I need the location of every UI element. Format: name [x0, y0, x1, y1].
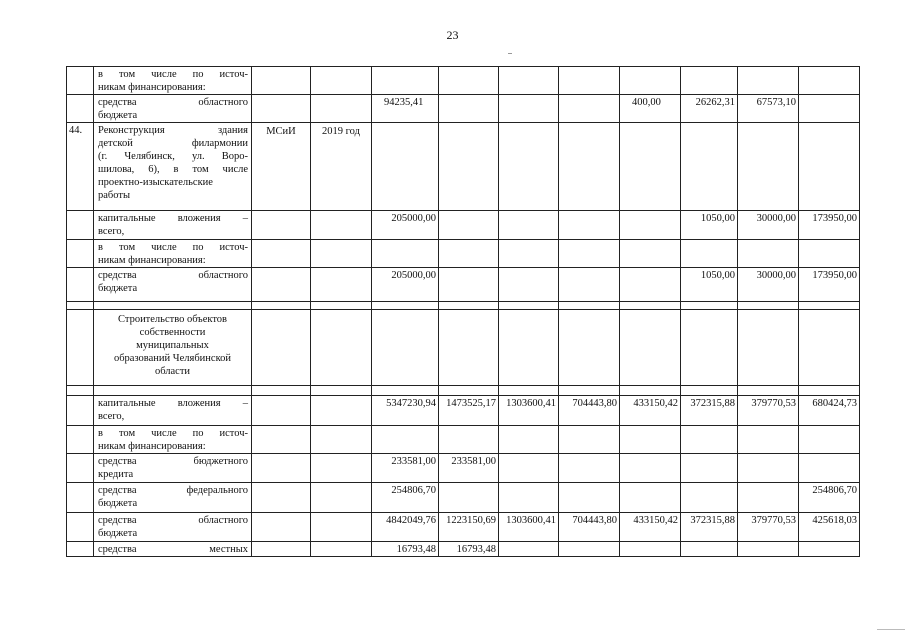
value-cell: 30000,00: [738, 211, 799, 240]
row-description: средства областного бюджета: [94, 95, 252, 123]
value-cell: 372315,88: [681, 513, 738, 542]
table-row: [67, 95, 860, 123]
value-total: 94235,41: [372, 95, 439, 123]
table-row: [67, 310, 860, 386]
value-cell: 67573,10: [738, 95, 799, 123]
section-heading: Строительство объектов собственности муниципальных образований Челябинской области: [94, 310, 252, 386]
row-description: средства местных: [94, 542, 252, 557]
budget-table: [66, 66, 860, 557]
value-cell: 1303600,41: [499, 396, 559, 426]
value-cell: 704443,80: [559, 396, 620, 426]
row-description: капитальные вложения – всего,: [94, 211, 252, 240]
page-number: 23: [446, 28, 459, 42]
table-row: [67, 123, 860, 211]
table-row: [67, 396, 860, 426]
value-cell: 173950,00: [799, 211, 860, 240]
value-cell: 680424,73: [799, 396, 860, 426]
scan-artifact: [508, 53, 512, 54]
value-cell: 379770,53: [738, 513, 799, 542]
row-description: средства областного бюджета: [94, 268, 252, 302]
row-description: в том числе по источ- никам финансирования:: [94, 240, 252, 268]
table-row: [67, 302, 860, 310]
row-description: средства бюджетного кредита: [94, 454, 252, 483]
row-description: в том числе по источ- никам финансирования:: [94, 426, 252, 454]
value-cell: 26262,31: [681, 95, 738, 123]
value-cell: 379770,53: [738, 396, 799, 426]
completion-year: 2019 год: [311, 123, 372, 211]
row-description: капитальные вложения – всего,: [94, 396, 252, 426]
value-cell: 16793,48: [439, 542, 499, 557]
value-total: 16793,48: [372, 542, 439, 557]
table-row: [67, 513, 860, 542]
table-row: [67, 211, 860, 240]
table-row: [67, 67, 860, 95]
row-description: Реконструкция здания детской филармонии (г. Челябинск, ул. Воро- шилова, 6), в том числе проектно-изыскательские работы: [94, 123, 252, 211]
table-row: [67, 454, 860, 483]
table-row: [67, 386, 860, 396]
value-cell: 1223150,69: [439, 513, 499, 542]
scan-artifact: [877, 629, 905, 630]
value-cell: 433150,42: [620, 396, 681, 426]
value-cell: 704443,80: [559, 513, 620, 542]
value-total: 5347230,94: [372, 396, 439, 426]
value-cell: 400,00: [620, 95, 681, 123]
value-total: 4842049,76: [372, 513, 439, 542]
value-total: 254806,70: [372, 483, 439, 513]
row-description: средства федерального бюджета: [94, 483, 252, 513]
value-total: 205000,00: [372, 211, 439, 240]
table-row: [67, 483, 860, 513]
value-total: 233581,00: [372, 454, 439, 483]
responsible-org: МСиИ: [252, 123, 311, 211]
value-total: 205000,00: [372, 268, 439, 302]
table-row: [67, 268, 860, 302]
value-cell: 1473525,17: [439, 396, 499, 426]
value-cell: 372315,88: [681, 396, 738, 426]
value-cell: 1303600,41: [499, 513, 559, 542]
table-row: [67, 240, 860, 268]
item-number: 44.: [67, 123, 94, 211]
value-cell: 1050,00: [681, 268, 738, 302]
value-cell: 254806,70: [799, 483, 860, 513]
row-description: средства областного бюджета: [94, 513, 252, 542]
table-row: [67, 426, 860, 454]
value-cell: 425618,03: [799, 513, 860, 542]
value-cell: 233581,00: [439, 454, 499, 483]
value-cell: 433150,42: [620, 513, 681, 542]
table-row: [67, 542, 860, 557]
row-description: в том числе по источ- никам финансирования:: [94, 67, 252, 95]
value-cell: 1050,00: [681, 211, 738, 240]
value-cell: 30000,00: [738, 268, 799, 302]
value-cell: 173950,00: [799, 268, 860, 302]
